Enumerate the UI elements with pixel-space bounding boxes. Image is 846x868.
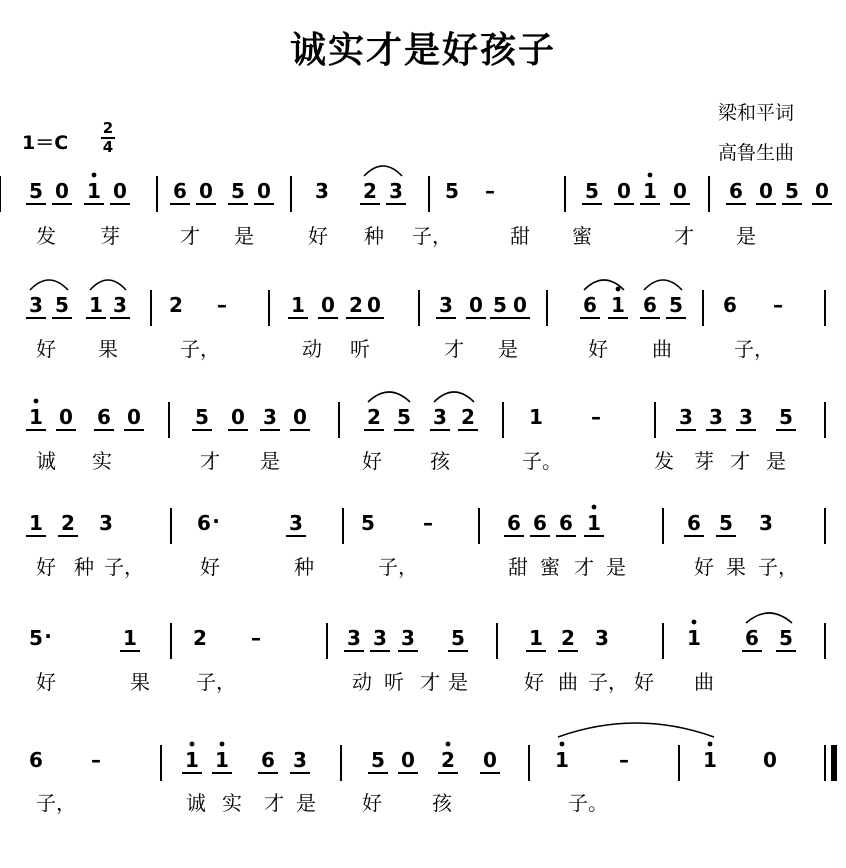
lyric: 诚	[186, 791, 206, 815]
note: 1	[587, 511, 601, 535]
note: 0	[59, 405, 73, 429]
lyric: 是	[606, 555, 626, 579]
lyric: 动	[302, 337, 322, 361]
note: 6	[643, 293, 657, 317]
staff-system	[29, 613, 825, 694]
note: 1	[291, 293, 305, 317]
note: 0	[483, 748, 497, 772]
high-octave-dot	[560, 742, 565, 747]
lyric: 才	[200, 449, 220, 473]
note: 6	[29, 748, 43, 772]
note: 0	[127, 405, 141, 429]
note: 5	[779, 405, 793, 429]
lyric: 才	[674, 224, 694, 248]
dash-note: –	[423, 511, 433, 535]
slur	[746, 613, 792, 623]
composer-credit: 高鲁生曲	[718, 142, 795, 164]
lyric: 子，	[180, 337, 220, 361]
staff-system	[0, 166, 832, 248]
note: 0	[199, 179, 213, 203]
dash-note: –	[773, 293, 783, 317]
lyric: 才	[730, 449, 750, 473]
note: 6	[533, 511, 547, 535]
note: 6	[559, 511, 573, 535]
note: 0	[321, 293, 335, 317]
note: 2	[169, 293, 183, 317]
note: 0	[257, 179, 271, 203]
note: 5	[397, 405, 411, 429]
staff-system	[26, 505, 825, 579]
high-octave-dot	[692, 620, 697, 625]
dash-note: –	[619, 748, 629, 772]
lyric: 实	[222, 791, 242, 815]
lyric: 种	[364, 224, 384, 248]
lyric: 芽	[100, 224, 120, 248]
note: 3	[99, 511, 113, 535]
lyric: 好	[308, 224, 328, 248]
note: 3	[293, 748, 307, 772]
note: 5	[231, 179, 245, 203]
note: 1	[215, 748, 229, 772]
lyric: 好	[36, 670, 56, 694]
lyric: 曲	[652, 337, 672, 361]
lyric: 子，	[588, 670, 628, 694]
lyric: 好	[524, 670, 544, 694]
note: 6	[197, 511, 211, 535]
lyric: 好	[634, 670, 654, 694]
augmentation-dot: ·	[212, 509, 220, 533]
lyric: 好	[36, 337, 56, 361]
note: 5	[445, 179, 459, 203]
note: 2	[441, 748, 455, 772]
lyric: 种	[294, 555, 314, 579]
note: 3	[389, 179, 403, 203]
lyric: 动	[352, 670, 372, 694]
note: 1	[29, 405, 43, 429]
staff-system	[26, 280, 825, 361]
note: 6	[687, 511, 701, 535]
note: 6	[729, 179, 743, 203]
note: 3	[263, 405, 277, 429]
note: 3	[347, 626, 361, 650]
note: 3	[739, 405, 753, 429]
note: 3	[679, 405, 693, 429]
slur	[644, 280, 682, 290]
lyric: 才	[180, 224, 200, 248]
lyric: 好	[200, 555, 220, 579]
slur	[364, 166, 402, 176]
lyric: 果	[130, 670, 150, 694]
note: 6	[723, 293, 737, 317]
note: 0	[367, 293, 381, 317]
lyric: 听	[384, 670, 404, 694]
dash-note: –	[91, 748, 101, 772]
augmentation-dot: ·	[44, 624, 52, 648]
lyric: 好	[362, 791, 382, 815]
note: 3	[289, 511, 303, 535]
dash-note: –	[251, 626, 261, 650]
lyric: 好	[362, 449, 382, 473]
final-bar-line	[831, 745, 837, 781]
note: 3	[401, 626, 415, 650]
lyric: 甜	[508, 555, 528, 579]
lyric: 子，	[734, 337, 774, 361]
note: 3	[439, 293, 453, 317]
lyric: 是	[448, 670, 468, 694]
note: 5	[451, 626, 465, 650]
note: 1	[529, 626, 543, 650]
note: 5	[585, 179, 599, 203]
note: 1	[29, 511, 43, 535]
note: 5	[493, 293, 507, 317]
lyric: 好	[588, 337, 608, 361]
note: 6	[173, 179, 187, 203]
note: 1	[555, 748, 569, 772]
note: 3	[373, 626, 387, 650]
high-octave-dot	[190, 742, 195, 747]
lyric: 才	[264, 791, 284, 815]
note: 6	[261, 748, 275, 772]
note: 3	[315, 179, 329, 203]
lyric: 才	[420, 670, 440, 694]
note: 2	[349, 293, 363, 317]
note: 6	[745, 626, 759, 650]
lyric: 诚	[36, 449, 56, 473]
note: 1	[529, 405, 543, 429]
lyricist-credit: 梁和平词	[718, 102, 795, 124]
note: 0	[401, 748, 415, 772]
lyric: 发	[36, 224, 56, 248]
note: 1	[703, 748, 717, 772]
note: 1	[643, 179, 657, 203]
note: 6	[507, 511, 521, 535]
note: 0	[113, 179, 127, 203]
slur	[30, 280, 68, 290]
high-octave-dot	[220, 742, 225, 747]
lyric: 是	[766, 449, 786, 473]
note: 0	[469, 293, 483, 317]
note: 5	[195, 405, 209, 429]
tie	[558, 723, 714, 737]
note: 2	[561, 626, 575, 650]
note: 2	[363, 179, 377, 203]
slur	[368, 392, 410, 402]
lyric: 孩	[430, 449, 450, 473]
note: 3	[759, 511, 773, 535]
dash-note: –	[485, 179, 495, 203]
lyric: 子。	[568, 791, 608, 815]
lyric: 是	[234, 224, 254, 248]
note: 1	[123, 626, 137, 650]
lyric: 曲	[694, 670, 714, 694]
lyric: 种	[74, 555, 94, 579]
dash-note: –	[591, 405, 601, 429]
note: 0	[293, 405, 307, 429]
high-octave-dot	[616, 287, 621, 292]
lyric: 好	[36, 555, 56, 579]
high-octave-dot	[708, 742, 713, 747]
note: 2	[461, 405, 475, 429]
high-octave-dot	[648, 173, 653, 178]
note: 0	[673, 179, 687, 203]
note: 3	[113, 293, 127, 317]
note: 6	[583, 293, 597, 317]
high-octave-dot	[592, 505, 597, 510]
note: 1	[89, 293, 103, 317]
lyric: 发	[654, 449, 674, 473]
lyric: 子，	[36, 791, 76, 815]
lyric: 实	[92, 449, 112, 473]
lyric: 好	[694, 555, 714, 579]
note: 3	[433, 405, 447, 429]
note: 5	[371, 748, 385, 772]
high-octave-dot	[446, 742, 451, 747]
note: 1	[185, 748, 199, 772]
lyric: 果	[98, 337, 118, 361]
note: 0	[617, 179, 631, 203]
note: 5	[361, 511, 375, 535]
lyric: 才	[444, 337, 464, 361]
note: 6	[97, 405, 111, 429]
lyric: 是	[498, 337, 518, 361]
note: 5	[719, 511, 733, 535]
lyric: 子，	[378, 555, 418, 579]
note: 0	[763, 748, 777, 772]
slur	[434, 392, 474, 402]
lyric: 是	[736, 224, 756, 248]
time-signature-denominator: 4	[102, 138, 114, 156]
staff-system	[29, 723, 837, 815]
note: 5	[29, 626, 43, 650]
note: 5	[669, 293, 683, 317]
note: 2	[367, 405, 381, 429]
note: 5	[785, 179, 799, 203]
note: 5	[29, 179, 43, 203]
lyric: 蜜	[572, 224, 592, 248]
dash-note: –	[217, 293, 227, 317]
high-octave-dot	[34, 399, 39, 404]
note: 3	[595, 626, 609, 650]
note: 0	[55, 179, 69, 203]
lyric: 蜜	[540, 555, 560, 579]
lyric: 子，	[412, 224, 452, 248]
lyric: 子，	[758, 555, 798, 579]
key-signature: 1＝C	[22, 132, 69, 154]
note: 2	[61, 511, 75, 535]
slur	[90, 280, 126, 290]
lyric: 甜	[510, 224, 530, 248]
note: 5	[779, 626, 793, 650]
lyric: 听	[350, 337, 370, 361]
lyric: 孩	[432, 791, 452, 815]
note: 0	[815, 179, 829, 203]
note: 1	[87, 179, 101, 203]
note: 3	[709, 405, 723, 429]
note: 0	[759, 179, 773, 203]
lyric: 芽	[694, 449, 714, 473]
lyric: 才	[574, 555, 594, 579]
note: 1	[611, 293, 625, 317]
staff-system	[26, 392, 825, 473]
high-octave-dot	[92, 173, 97, 178]
note: 1	[687, 626, 701, 650]
song-title: 诚实才是好孩子	[289, 29, 556, 71]
note: 0	[513, 293, 527, 317]
lyric: 是	[296, 791, 316, 815]
note: 2	[193, 626, 207, 650]
lyric: 子，	[104, 555, 144, 579]
note: 3	[29, 293, 43, 317]
note: 0	[231, 405, 245, 429]
lyric: 是	[260, 449, 280, 473]
lyric: 子。	[522, 449, 562, 473]
time-signature-numerator: 2	[102, 119, 114, 137]
lyric: 果	[726, 555, 746, 579]
lyric: 曲	[558, 670, 578, 694]
note: 5	[55, 293, 69, 317]
lyric: 子，	[196, 670, 236, 694]
